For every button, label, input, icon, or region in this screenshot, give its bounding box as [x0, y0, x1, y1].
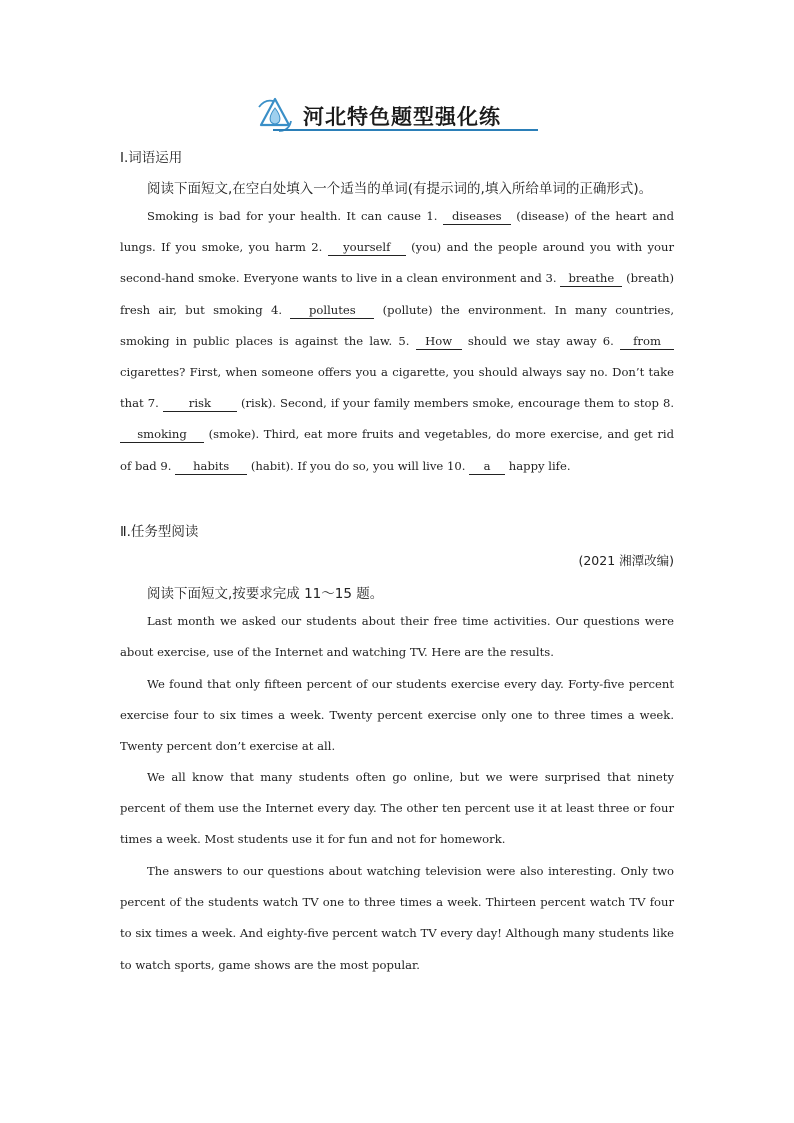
section1-heading: Ⅰ.词语运用 [120, 150, 183, 166]
section1-instruction: 阅读下面短文,在空白处填入一个适当的单词(有提示词的,填入所给单词的正确形式)。 [147, 181, 653, 197]
title-underline [273, 129, 538, 131]
page-title: 河北特色题型强化练 [303, 105, 501, 129]
cloze-text: Smoking is bad for your health. It can cause 1. [147, 209, 438, 223]
cloze-blank-9: habits [175, 459, 247, 475]
source-note: (2021 湘潭改编) [578, 553, 674, 568]
cloze-text: (you) and the people around you with your second-hand smoke. Everyone wants to live in a clean environment and 3. [120, 240, 675, 286]
cloze-blank-5: How [416, 334, 462, 350]
reading-paragraph: We found that only fifteen percent of our students exercise every day. Forty-five percent exercise four to six times a week. Twenty percent exercise only one to three times a week. Twenty percent don’t exercise at all. [120, 677, 674, 754]
section2-instruction: 阅读下面短文,按要求完成 11～15 题。 [147, 586, 384, 602]
cloze-text: happy life. [508, 458, 571, 473]
cloze-blank-8: smoking [120, 427, 204, 443]
cloze-text: (disease) of the heart and lungs. If you smoke, you harm 2. [120, 209, 674, 255]
cloze-blank-2: yourself [328, 240, 406, 256]
reading-paragraph: The answers to our questions about watching television were also interesting. Only two percent of the students watch TV one to three times a week. Thirteen percent watch TV four to six times a week. And eighty-five percent watch TV every day! Although many students like to watch sports, game shows are the most popular. [120, 864, 674, 972]
reading-paragraph: We all know that many students often go online, but we were surprised that ninety percent of them use the Internet every day. The other ten percent use it at least three or four times a week. Most students use it for fun and not for homework. [120, 770, 674, 847]
cloze-text: cigarettes? First, when someone offers you a cigarette, you should always say no. Don’t take that 7. [120, 365, 674, 411]
cloze-blank-10: a [469, 459, 505, 475]
cloze-blank-4: pollutes [290, 303, 374, 319]
cloze-text: (breath) fresh air, but smoking 4. [120, 271, 675, 317]
cloze-text: (pollute) the environment. In many countries, smoking in public places is against the law. 5. [120, 302, 675, 348]
section2-heading: Ⅱ.任务型阅读 [120, 524, 199, 540]
reading-paragraph: Last month we asked our students about their free time activities. Our questions were about exercise, use of the Internet and watching TV. Here are the results. [120, 614, 674, 660]
cloze-blank-7: risk [163, 396, 237, 412]
cloze-passage [120, 201, 674, 482]
cloze-text: (habit). If you do so, you will live 10. [250, 458, 466, 473]
cloze-blank-1: diseases [443, 209, 511, 225]
cloze-blank-6: from [620, 334, 674, 350]
section-header [255, 95, 540, 135]
cloze-text: should we stay away 6. [467, 333, 614, 348]
cloze-text: (smoke). Third, eat more fruits and vegetables, do more exercise, and get rid of bad 9. [120, 427, 674, 473]
cloze-text: (risk). Second, if your family members smoke, encourage them to stop 8. [240, 396, 675, 411]
cloze-blank-3: breathe [560, 271, 622, 287]
